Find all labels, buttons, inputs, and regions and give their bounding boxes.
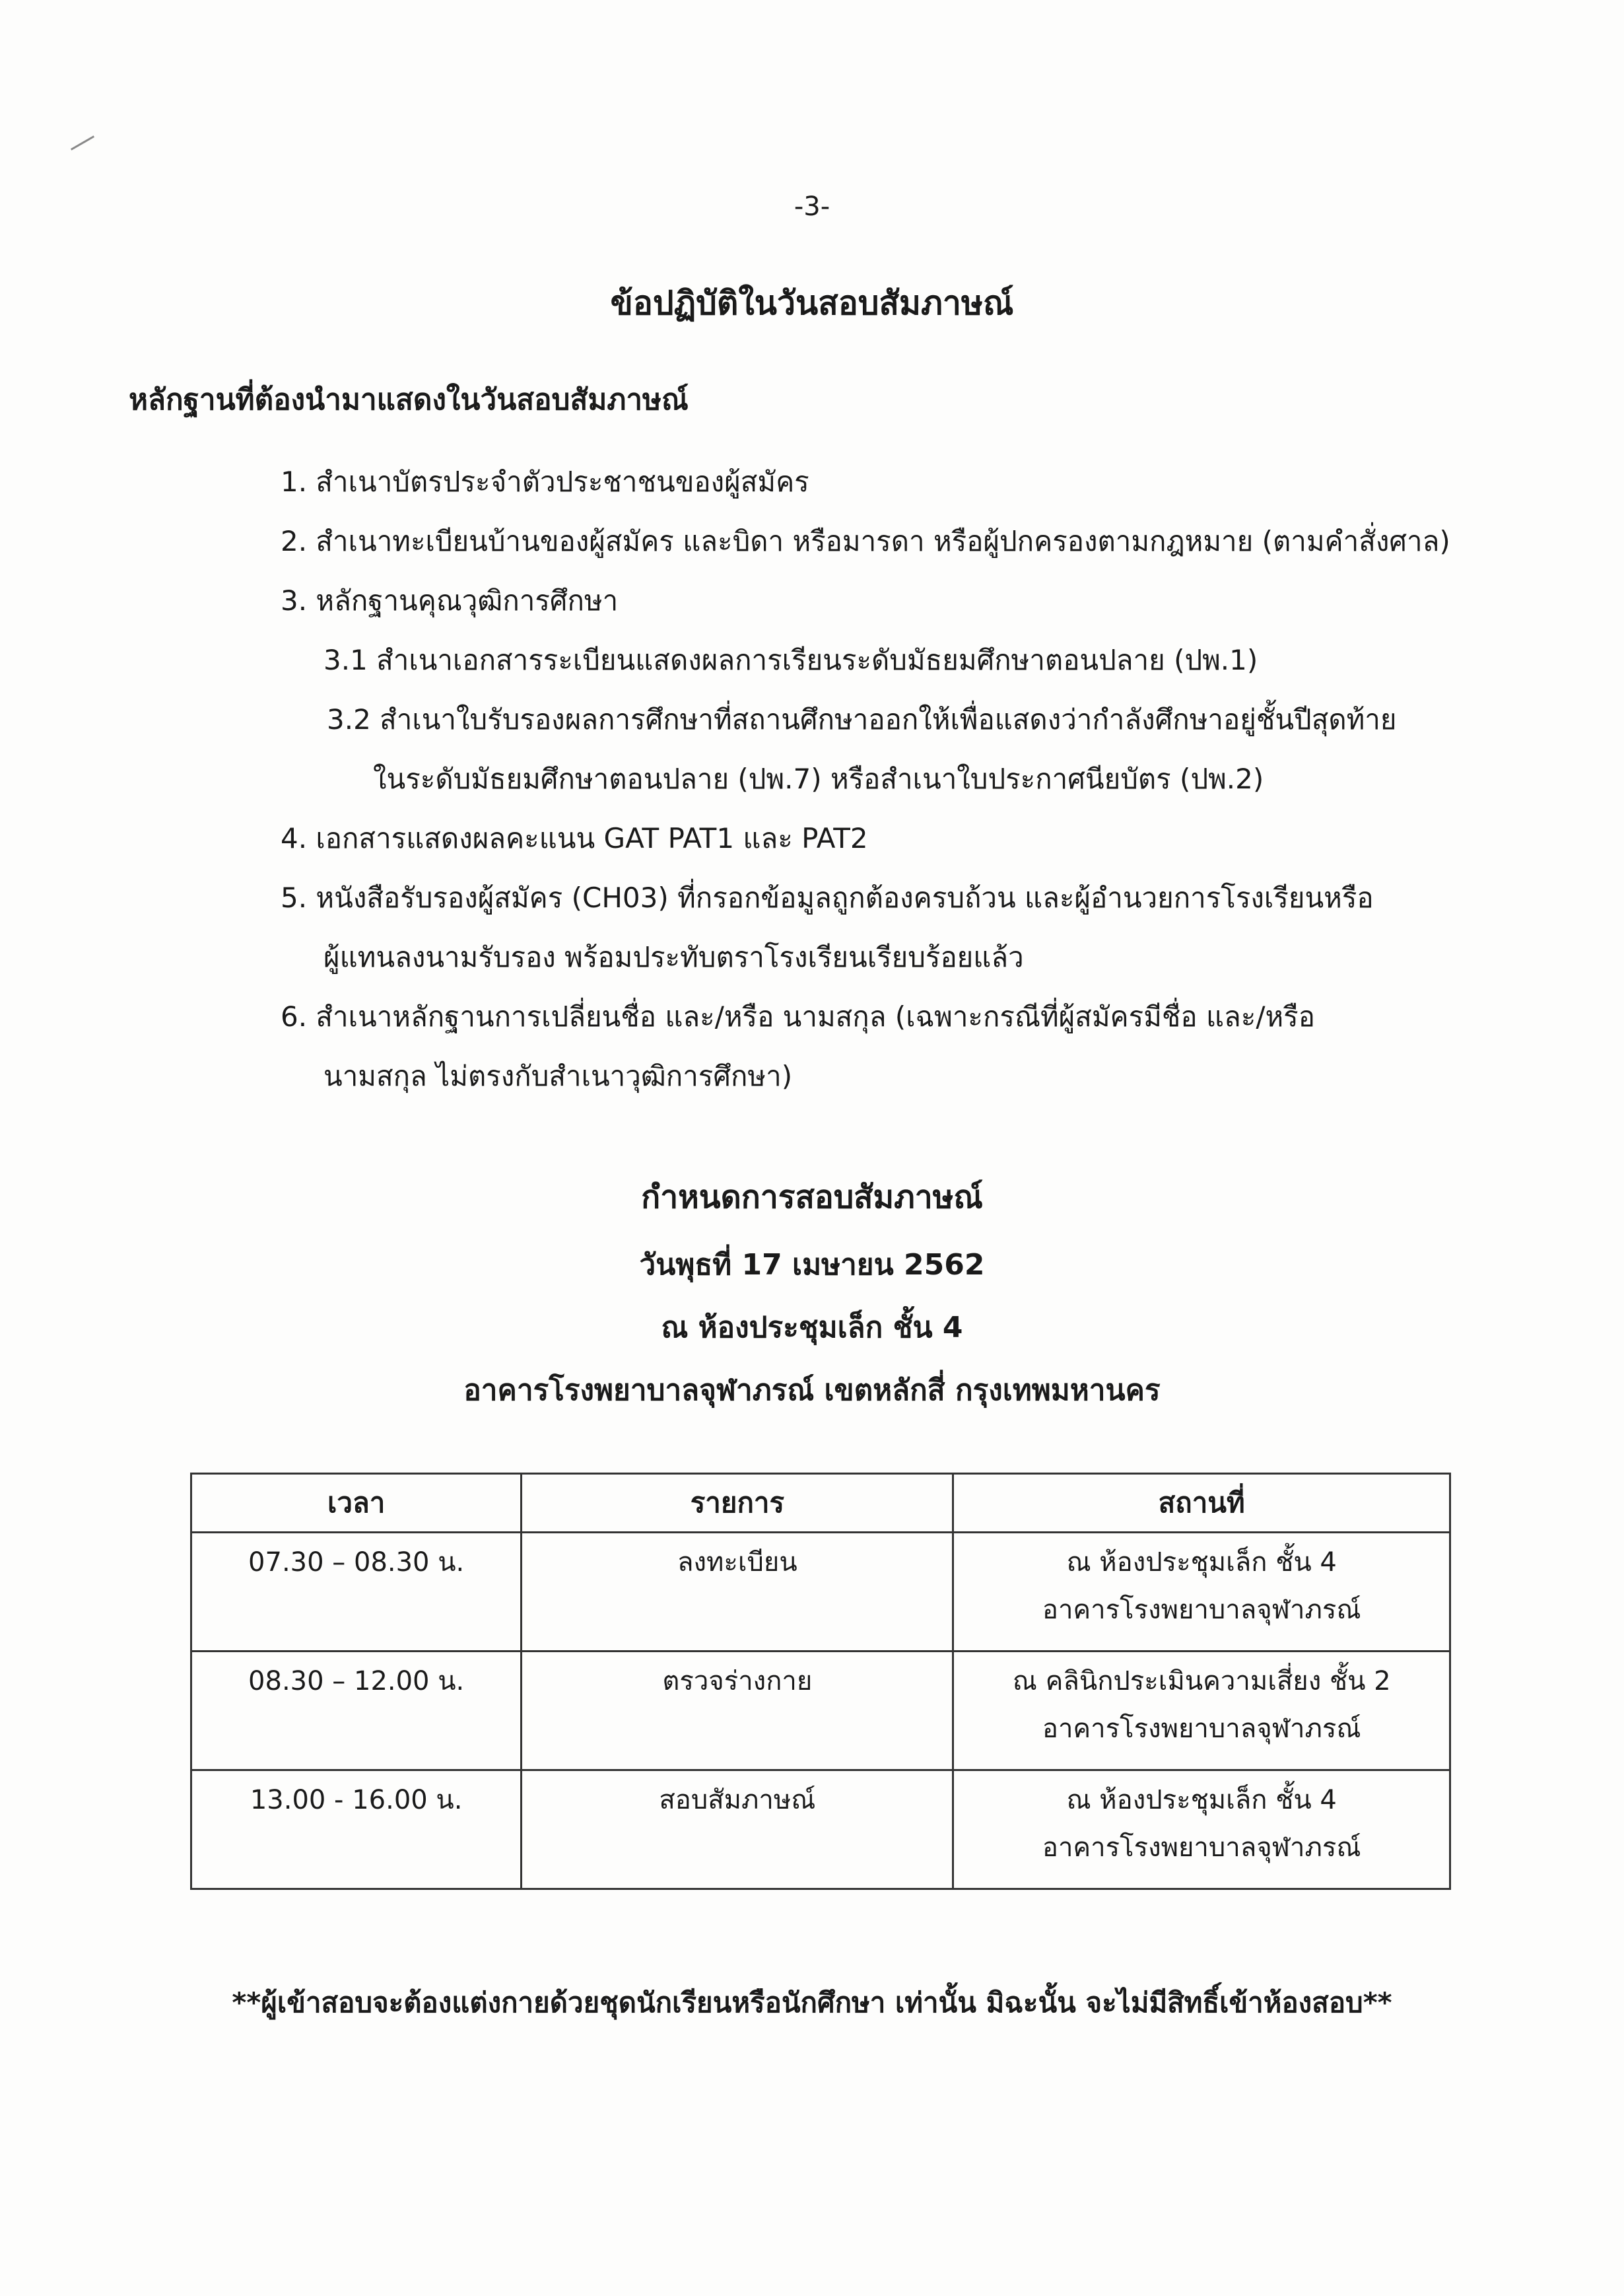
scan-mark — [71, 135, 94, 151]
cell-item: สอบสัมภาษณ์ — [522, 1770, 953, 1889]
list-item: นามสกุล ไม่ตรงกับสำเนาวุฒิการศึกษา) — [323, 1060, 793, 1092]
schedule-table — [190, 1473, 1451, 1890]
page-title: ข้อปฏิบัติในวันสอบสัมภาษณ์ — [610, 284, 1014, 322]
cell-item: ลงทะเบียน — [522, 1533, 953, 1652]
list-item: 3.1 สำเนาเอกสารระเบียนแสดงผลการเรียนระดับมัธยมศึกษาตอนปลาย (ปพ.1) — [323, 644, 1258, 676]
cell-place — [953, 1770, 1450, 1889]
cell-time: 13.00 - 16.00 น. — [191, 1770, 522, 1889]
list-item: ในระดับมัธยมศึกษาตอนปลาย (ปพ.7) หรือสำเนาใบประกาศนียบัตร (ปพ.2) — [373, 763, 1264, 795]
list-item: ผู้แทนลงนามรับรอง พร้อมประทับตราโรงเรียนเรียบร้อยแล้ว — [323, 941, 1024, 973]
place-line: ณ ห้องประชุมเล็ก ชั้น 4 — [1066, 1785, 1337, 1815]
table-row — [191, 1652, 1450, 1770]
page-number: -3- — [794, 191, 830, 222]
schedule-building: อาคารโรงพยาบาลจุฬาภรณ์ เขตหลักสี่ กรุงเทพมหานคร — [463, 1374, 1161, 1407]
place-line: ณ ห้องประชุมเล็ก ชั้น 4 — [1066, 1547, 1337, 1578]
schedule-title: กำหนดการสอบสัมภาษณ์ — [641, 1179, 983, 1216]
place-line: อาคารโรงพยาบาลจุฬาภรณ์ — [1042, 1595, 1361, 1625]
table-row — [191, 1770, 1450, 1889]
list-item: 4. เอกสารแสดงผลคะแนน GAT PAT1 และ PAT2 — [281, 822, 868, 854]
column-header-time: เวลา — [191, 1474, 522, 1533]
cell-place — [953, 1652, 1450, 1770]
place-line: อาคารโรงพยาบาลจุฬาภรณ์ — [1042, 1714, 1361, 1744]
documents-heading: หลักฐานที่ต้องนำมาแสดงในวันสอบสัมภาษณ์ — [129, 383, 689, 417]
schedule-date: วันพุธที่ 17 เมษายน 2562 — [639, 1248, 985, 1282]
place-line: อาคารโรงพยาบาลจุฬาภรณ์ — [1042, 1832, 1361, 1863]
table-header-row — [191, 1474, 1450, 1533]
list-item: 5. หนังสือรับรองผู้สมัคร (CH03) ที่กรอกข้อมูลถูกต้องครบถ้วน และผู้อำนวยการโรงเรียนหรือ — [281, 882, 1374, 914]
list-item: 2. สำเนาทะเบียนบ้านของผู้สมัคร และบิดา หรือมารดา หรือผู้ปกครองตามกฎหมาย (ตามคำสั่งศาล) — [281, 525, 1450, 557]
list-item: 3. หลักฐานคุณวุฒิการศึกษา — [281, 584, 619, 617]
cell-time: 07.30 – 08.30 น. — [191, 1533, 522, 1652]
column-header-place: สถานที่ — [953, 1474, 1450, 1533]
cell-item: ตรวจร่างกาย — [522, 1652, 953, 1770]
footer-note: **ผู้เข้าสอบจะต้องแต่งกายด้วยชุดนักเรียนหรือนักศึกษา เท่านั้น มิฉะนั้น จะไม่มีสิทธิ์เข้าห้องสอบ** — [232, 1986, 1392, 2019]
list-item: 1. สำเนาบัตรประจำตัวประชาชนของผู้สมัคร — [281, 466, 809, 498]
cell-time: 08.30 – 12.00 น. — [191, 1652, 522, 1770]
column-header-item: รายการ — [522, 1474, 953, 1533]
list-item: 6. สำเนาหลักฐานการเปลี่ยนชื่อ และ/หรือ นามสกุล (เฉพาะกรณีที่ผู้สมัครมีชื่อ และ/หรือ — [281, 1000, 1315, 1033]
list-item: 3.2 สำเนาใบรับรองผลการศึกษาที่สถานศึกษาออกให้เพื่อแสดงว่ากำลังศึกษาอยู่ชั้นปีสุดท้าย — [327, 703, 1397, 736]
cell-place — [953, 1533, 1450, 1652]
place-line: ณ คลินิกประเมินความเสี่ยง ชั้น 2 — [1012, 1666, 1391, 1696]
schedule-room: ณ ห้องประชุมเล็ก ชั้น 4 — [661, 1311, 963, 1344]
table-row — [191, 1533, 1450, 1652]
